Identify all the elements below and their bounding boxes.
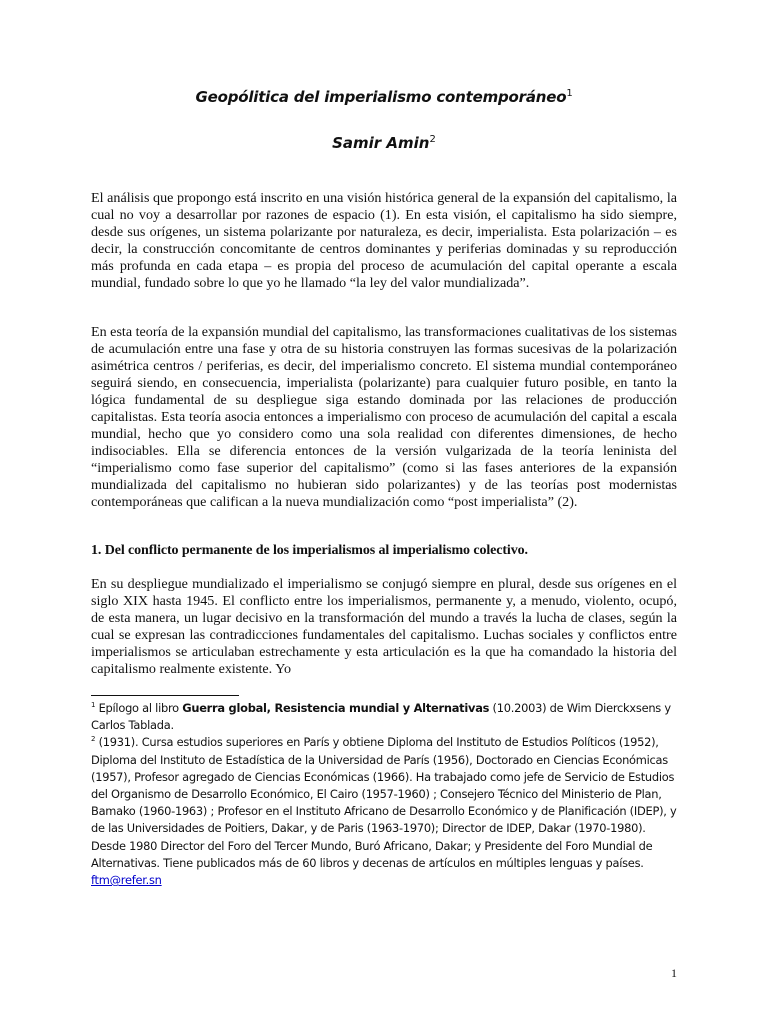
footnote-2-mark: 2	[91, 735, 96, 744]
footnote-2	[91, 734, 677, 872]
footnote-2-email-line	[91, 872, 677, 889]
footnote-separator	[91, 695, 239, 696]
footnotes	[91, 700, 677, 889]
title-text: Geopólitica del imperialismo contemporáneo	[195, 88, 567, 106]
document-title	[0, 88, 768, 106]
footnote-1-before: Epílogo al libro	[95, 701, 183, 715]
footnote-1-mark: 1	[91, 701, 96, 710]
title-footnote-mark: 1	[566, 88, 573, 99]
author-name	[0, 134, 768, 152]
paragraph-3: En su despliegue mundializado el imperialismo se conjugó siempre en plural, desde sus orígenes en el siglo XIX hasta 1945. El conflicto entre los imperialismos, permanente y, a menudo, violento, ocupó, de esta manera, un lugar decisivo en la transformación del mundo a través la lucha de clases, según la cual se expresan las contradicciones fundamentales del capitalismo. Luchas sociales y conflictos entre imperialismos se articulaban estrechamente y esta articulación es la que ha comandado la historia del capitalismo realmente existente. Yo	[91, 576, 677, 677]
footnote-2-text: (1931). Cursa estudios superiores en París y obtiene Diploma del Instituto de Estudios Políticos (1952), Diploma del Instituto de Estadística de la Universidad de París (1956), Doctorado en Ciencias Económicas (1957), Profesor agregado de Ciencias Económicas (1966). Ha trabajado como jefe de Servicio de Estudios del Organismo de Desarrollo Económico, El Cairo (1957-1960) ; Consejero Técnico del Ministerio de Plan, Bamako (1960-1963) ; Profesor en el Instituto Africano de Desarrollo Económico y de Planificación (IDEP), y de las Universidades de Poitiers, Dakar, y de Paris (1963-1970); Director de IDEP, Dakar (1970-1980). Desde 1980 Director del Foro del Tercer Mundo, Buró Africano, Dakar; y Presidente del Foro Mundial de Alternativas. Tiene publicados más de 60 libros y decenas de artículos en múltiples lenguas y países.	[91, 735, 677, 870]
footnote-1-after: (10.2003) de Wim Dierckxsens y Carlos Tablada.	[91, 701, 671, 733]
paragraph-1: El análisis que propongo está inscrito en una visión histórica general de la expansión del capitalismo, la cual no voy a desarrollar por razones de espacio (1). En esta visión, el capitalismo ha sido siempre, desde sus orígenes, un sistema polarizante por naturaleza, es decir, imperialista. Esta polarización – es decir, la construcción concomitante de centros dominantes y periferias dominadas y su reproducción más profunda en cada etapa – es propia del proceso de acumulación del capital operante a escala mundial, fundado sobre lo que yo he llamado “la ley del valor mundializada”.	[91, 190, 677, 291]
author-text: Samir Amin	[332, 134, 430, 152]
page-number: 1	[671, 966, 677, 980]
author-footnote-mark: 2	[429, 134, 436, 145]
email-link[interactable]: ftm@refer.sn	[91, 873, 162, 888]
footnote-1	[91, 700, 677, 734]
paragraph-2: En esta teoría de la expansión mundial del capitalismo, las transformaciones cualitativas de los sistemas de acumulación entre una fase y otra de su historia construyen las formas sucesivas de la polarización asimétrica centros / periferias, es decir, del imperialismo concreto. El sistema mundial contemporáneo seguirá siendo, en consecuencia, imperialista (polarizante) para cualquier futuro posible, en tanto la lógica fundamental de su despliegue siga estando dominada por las relaciones de producción capitalistas. Esta teoría asocia entonces a imperialismo con proceso de acumulación del capital a escala mundial, hecho que yo considero como una sola realidad con diferentes dimensiones, de hecho indisociables. Ella se diferencia entonces de la versión vulgarizada de la teoría leninista del “imperialismo como fase superior del capitalismo” (como si las fases anteriores de la expansión mundializada del capitalismo no hubieran sido polarizantes) y de las teorías post modernistas contemporáneas que califican a la nueva mundialización como “post imperialista” (2).	[91, 324, 677, 510]
footnote-1-book-title: Guerra global, Resistencia mundial y Alternativas	[182, 701, 490, 715]
section-heading: 1. Del conflicto permanente de los imperialismos al imperialismo colectivo.	[91, 543, 528, 558]
